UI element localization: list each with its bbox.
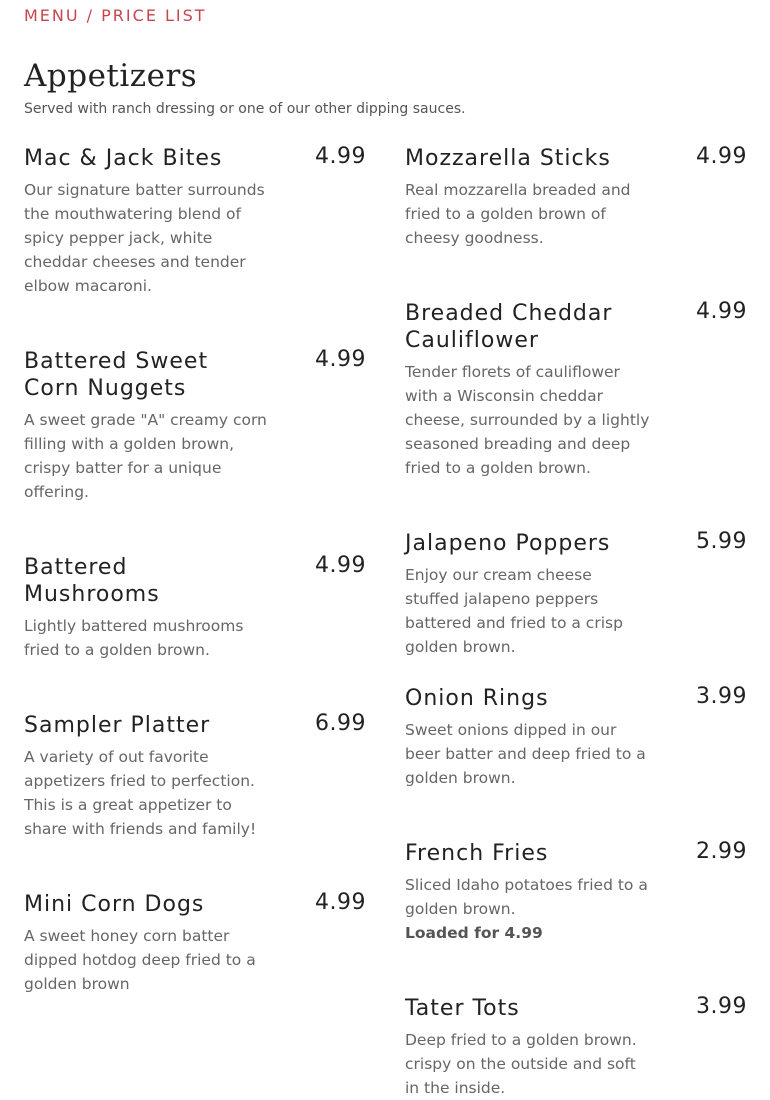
item-name: Jalapeno Poppers (405, 531, 611, 556)
menu-item-battered-sweet-corn-nuggets (24, 348, 366, 504)
menu-item-jalapeno-poppers (405, 530, 747, 659)
menu-item-french-fries (405, 840, 747, 945)
item-description: Our signature batter surrounds the mouthwatering blend of spicy pepper jack, white cheddar cheeses and tender elbow macaroni. (24, 181, 265, 295)
item-note: Loaded for 4.99 (405, 924, 543, 942)
menu-item-onion-rings (405, 685, 747, 790)
item-price: 4.99 (315, 144, 366, 169)
item-name: Mac & Jack Bites (24, 146, 223, 171)
item-description: Tender florets of cauliflower with a Wisconsin cheddar cheese, surrounded by a lightly seasoned breading and deep fried to a golden brown. (405, 363, 650, 477)
section-subtitle: Served with ranch dressing or one of our other dipping sauces. (24, 101, 466, 117)
item-description: Real mozzarella breaded and fried to a golden brown of cheesy goodness. (405, 181, 631, 247)
item-price: 4.99 (315, 347, 366, 372)
item-description: Lightly battered mushrooms fried to a golden brown. (24, 617, 244, 659)
item-price: 5.99 (696, 529, 747, 554)
item-name: Onion Rings (405, 686, 549, 711)
menu-item-mozzarella-sticks (405, 145, 747, 250)
item-description: A variety of out favorite appetizers fried to perfection. This is a great appetizer to share with friends and family! (24, 748, 257, 838)
menu-item-battered-mushrooms (24, 554, 366, 662)
item-name: Mini Corn Dogs (24, 892, 205, 917)
item-description: Deep fried to a golden brown. crispy on the outside and soft in the inside. (405, 1031, 637, 1097)
item-name: Battered Mushrooms (24, 555, 160, 607)
item-price: 4.99 (696, 299, 747, 324)
item-description: Enjoy our cream cheese stuffed jalapeno peppers battered and fried to a crisp golden brown. (405, 566, 623, 656)
item-name: Battered Sweet Corn Nuggets (24, 349, 209, 401)
item-price: 4.99 (315, 553, 366, 578)
item-price: 4.99 (696, 144, 747, 169)
item-price: 3.99 (696, 994, 747, 1019)
item-price: 6.99 (315, 711, 366, 736)
menu-item-tater-tots (405, 995, 747, 1100)
item-name: Sampler Platter (24, 713, 211, 738)
item-description: Sweet onions dipped in our beer batter and deep fried to a golden brown. (405, 721, 646, 787)
menu-item-mac-jack-bites (24, 145, 366, 298)
item-description: Sliced Idaho potatoes fried to a golden brown. (405, 876, 648, 918)
item-name: Mozzarella Sticks (405, 146, 611, 171)
section-title: Appetizers (24, 58, 198, 94)
item-name: French Fries (405, 841, 549, 866)
menu-item-mini-corn-dogs (24, 891, 366, 996)
breadcrumb[interactable]: MENU / PRICE LIST (24, 6, 207, 25)
item-description: A sweet honey corn batter dipped hotdog deep fried to a golden brown (24, 927, 256, 993)
item-description: A sweet grade "A" creamy corn filling with a golden brown, crispy batter for a unique offering. (24, 411, 267, 501)
menu-item-sampler-platter (24, 712, 366, 841)
item-name: Breaded Cheddar Cauliflower (405, 301, 613, 353)
item-price: 2.99 (696, 839, 747, 864)
item-price: 4.99 (315, 890, 366, 915)
item-price: 3.99 (696, 684, 747, 709)
item-name: Tater Tots (405, 996, 520, 1021)
menu-item-breaded-cheddar-cauliflower (405, 300, 747, 480)
